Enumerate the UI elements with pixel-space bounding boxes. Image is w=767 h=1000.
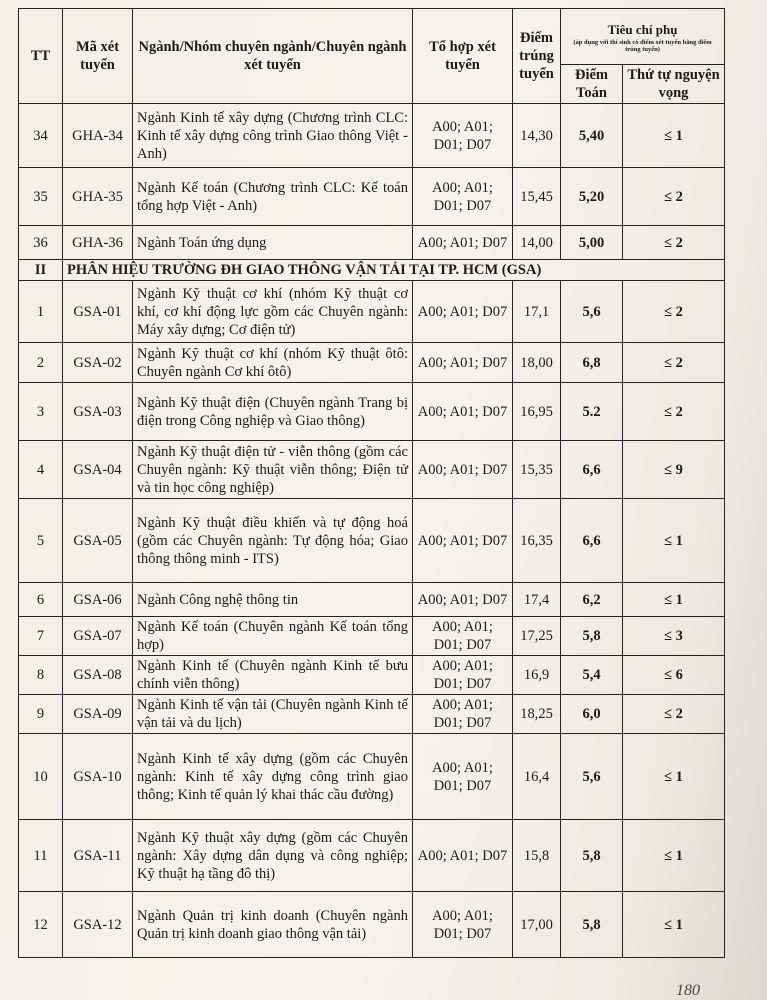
section-row	[19, 260, 725, 281]
cell-thu-tu-nguyen-vong: ≤ 2	[623, 281, 725, 343]
table-row	[19, 281, 725, 343]
cell-thu-tu-nguyen-vong: ≤ 2	[623, 383, 725, 441]
cell-to-hop: A00; A01; D07	[413, 441, 513, 499]
cell-nganh: Ngành Kỹ thuật điện (Chuyên ngành Trang bị điện trong Công nghiệp và Giao thông)	[133, 383, 413, 441]
cell-nganh: Ngành Kỹ thuật cơ khí (nhóm Kỹ thuật ôtô: Chuyên ngành Cơ khí ôtô)	[133, 343, 413, 383]
cell-thu-tu-nguyen-vong: ≤ 1	[623, 892, 725, 958]
table-row	[19, 734, 725, 820]
header-diem-toan: Điểm Toán	[561, 65, 623, 104]
cell-ma-xet-tuyen: GSA-12	[63, 892, 133, 958]
header-nganh: Ngành/Nhóm chuyên ngành/Chuyên ngành xét tuyển	[133, 9, 413, 104]
cell-to-hop: A00; A01; D07	[413, 820, 513, 892]
header-ma-xet-tuyen: Mã xét tuyển	[63, 9, 133, 104]
cell-to-hop: A00; A01; D01; D07	[413, 892, 513, 958]
cell-diem-toan: 5,8	[561, 617, 623, 656]
cell-to-hop: A00; A01; D07	[413, 383, 513, 441]
table-row	[19, 168, 725, 226]
cell-tt: 8	[19, 656, 63, 695]
cell-thu-tu-nguyen-vong: ≤ 9	[623, 441, 725, 499]
table-row	[19, 695, 725, 734]
cell-diem-toan: 5,4	[561, 656, 623, 695]
header-tieu-chi-label: Tiêu chí phụ	[607, 21, 678, 37]
table-body-gsa	[19, 281, 725, 958]
cell-diem-trung-tuyen: 15,35	[513, 441, 561, 499]
cell-to-hop: A00; A01; D07	[413, 343, 513, 383]
cell-nganh: Ngành Kế toán (Chuyên ngành Kế toán tổng hợp)	[133, 617, 413, 656]
table-row	[19, 383, 725, 441]
cell-ma-xet-tuyen: GSA-10	[63, 734, 133, 820]
cell-thu-tu-nguyen-vong: ≤ 2	[623, 343, 725, 383]
cell-to-hop: A00; A01; D07	[413, 226, 513, 260]
cell-diem-toan: 5,6	[561, 734, 623, 820]
cell-ma-xet-tuyen: GHA-34	[63, 104, 133, 168]
table-row	[19, 441, 725, 499]
cell-nganh: Ngành Kinh tế xây dựng (gồm các Chuyên ngành: Kinh tế xây dựng công trình giao thông; Kinh tế quản lý khai thác cầu đường)	[133, 734, 413, 820]
cell-diem-toan: 5.2	[561, 383, 623, 441]
cell-diem-toan: 6,0	[561, 695, 623, 734]
table-row	[19, 499, 725, 583]
cell-diem-trung-tuyen: 16,4	[513, 734, 561, 820]
cell-tt: 34	[19, 104, 63, 168]
cell-to-hop: A00; A01; D07	[413, 499, 513, 583]
cell-diem-trung-tuyen: 18,00	[513, 343, 561, 383]
table-row	[19, 617, 725, 656]
cell-tt: 12	[19, 892, 63, 958]
cell-to-hop: A00; A01; D01; D07	[413, 656, 513, 695]
cell-ma-xet-tuyen: GSA-05	[63, 499, 133, 583]
admission-score-table	[18, 8, 725, 958]
cell-diem-trung-tuyen: 17,1	[513, 281, 561, 343]
header-thu-tu-nguyen-vong: Thứ tự nguyện vọng	[623, 65, 725, 104]
header-tieu-chi-note: (áp dụng với thí sinh có điểm xét tuyển bằng điểm trúng tuyển)	[573, 38, 712, 53]
cell-tt: 6	[19, 583, 63, 617]
page-footer-mark: 180	[676, 982, 700, 999]
cell-thu-tu-nguyen-vong: ≤ 2	[623, 695, 725, 734]
section-title: PHÂN HIỆU TRƯỜNG ĐH GIAO THÔNG VẬN TẢI TẠI TP. HCM (GSA)	[63, 260, 725, 281]
cell-tt: 9	[19, 695, 63, 734]
cell-diem-toan: 5,20	[561, 168, 623, 226]
cell-diem-trung-tuyen: 14,30	[513, 104, 561, 168]
cell-diem-trung-tuyen: 14,00	[513, 226, 561, 260]
cell-ma-xet-tuyen: GSA-02	[63, 343, 133, 383]
cell-to-hop: A00; A01; D01; D07	[413, 168, 513, 226]
cell-nganh: Ngành Kỹ thuật cơ khí (nhóm Kỹ thuật cơ khí, cơ khí động lực gồm các Chuyên ngành: Máy xây dựng; Cơ điện tử)	[133, 281, 413, 343]
cell-to-hop: A00; A01; D01; D07	[413, 695, 513, 734]
cell-ma-xet-tuyen: GSA-06	[63, 583, 133, 617]
table-section-gsa	[19, 260, 725, 281]
table-row	[19, 656, 725, 695]
cell-diem-toan: 5,40	[561, 104, 623, 168]
cell-diem-trung-tuyen: 16,95	[513, 383, 561, 441]
cell-to-hop: A00; A01; D07	[413, 583, 513, 617]
cell-to-hop: A00; A01; D01; D07	[413, 734, 513, 820]
cell-diem-toan: 5,6	[561, 281, 623, 343]
cell-ma-xet-tuyen: GSA-04	[63, 441, 133, 499]
cell-ma-xet-tuyen: GSA-08	[63, 656, 133, 695]
cell-nganh: Ngành Toán ứng dụng	[133, 226, 413, 260]
cell-diem-toan: 6,8	[561, 343, 623, 383]
table-row	[19, 820, 725, 892]
cell-thu-tu-nguyen-vong: ≤ 3	[623, 617, 725, 656]
cell-nganh: Ngành Kinh tế (Chuyên ngành Kinh tế bưu chính viễn thông)	[133, 656, 413, 695]
cell-ma-xet-tuyen: GSA-07	[63, 617, 133, 656]
cell-diem-toan: 5,00	[561, 226, 623, 260]
cell-ma-xet-tuyen: GHA-36	[63, 226, 133, 260]
cell-tt: 5	[19, 499, 63, 583]
table-row	[19, 226, 725, 260]
table-body-gha	[19, 104, 725, 260]
cell-nganh: Ngành Kỹ thuật xây dựng (gồm các Chuyên ngành: Xây dựng dân dụng và công nghiệp; Kỹ thuật hạ tầng đô thị)	[133, 820, 413, 892]
cell-tt: 10	[19, 734, 63, 820]
cell-thu-tu-nguyen-vong: ≤ 1	[623, 583, 725, 617]
cell-diem-trung-tuyen: 18,25	[513, 695, 561, 734]
cell-tt: 4	[19, 441, 63, 499]
table-row	[19, 892, 725, 958]
cell-diem-trung-tuyen: 17,4	[513, 583, 561, 617]
header-diem-trung-tuyen: Điểm trúng tuyển	[513, 9, 561, 104]
table-row	[19, 104, 725, 168]
cell-diem-toan: 6,6	[561, 499, 623, 583]
cell-diem-trung-tuyen: 15,45	[513, 168, 561, 226]
header-tieu-chi-phu	[561, 9, 725, 65]
cell-diem-trung-tuyen: 15,8	[513, 820, 561, 892]
cell-diem-trung-tuyen: 17,25	[513, 617, 561, 656]
cell-thu-tu-nguyen-vong: ≤ 2	[623, 226, 725, 260]
cell-nganh: Ngành Kế toán (Chương trình CLC: Kế toán tổng hợp Việt - Anh)	[133, 168, 413, 226]
cell-diem-trung-tuyen: 16,9	[513, 656, 561, 695]
table-row	[19, 583, 725, 617]
cell-diem-toan: 6,6	[561, 441, 623, 499]
cell-ma-xet-tuyen: GHA-35	[63, 168, 133, 226]
cell-tt: 11	[19, 820, 63, 892]
header-tt: TT	[19, 9, 63, 104]
cell-to-hop: A00; A01; D01; D07	[413, 617, 513, 656]
cell-nganh: Ngành Kỹ thuật điều khiển và tự động hoá (gồm các Chuyên ngành: Tự động hóa; Giao thông thông minh - ITS)	[133, 499, 413, 583]
cell-thu-tu-nguyen-vong: ≤ 1	[623, 499, 725, 583]
header-to-hop: Tổ hợp xét tuyển	[413, 9, 513, 104]
cell-diem-trung-tuyen: 16,35	[513, 499, 561, 583]
cell-tt: 1	[19, 281, 63, 343]
cell-tt: 7	[19, 617, 63, 656]
cell-tt: 3	[19, 383, 63, 441]
cell-diem-trung-tuyen: 17,00	[513, 892, 561, 958]
cell-tt: 36	[19, 226, 63, 260]
cell-tt: 35	[19, 168, 63, 226]
cell-thu-tu-nguyen-vong: ≤ 1	[623, 734, 725, 820]
cell-diem-toan: 5,8	[561, 820, 623, 892]
cell-thu-tu-nguyen-vong: ≤ 2	[623, 168, 725, 226]
cell-ma-xet-tuyen: GSA-09	[63, 695, 133, 734]
cell-thu-tu-nguyen-vong: ≤ 6	[623, 656, 725, 695]
cell-ma-xet-tuyen: GSA-01	[63, 281, 133, 343]
cell-nganh: Ngành Công nghệ thông tin	[133, 583, 413, 617]
cell-tt: 2	[19, 343, 63, 383]
cell-nganh: Ngành Kinh tế vận tải (Chuyên ngành Kinh tế vận tải và du lịch)	[133, 695, 413, 734]
table-row	[19, 343, 725, 383]
cell-to-hop: A00; A01; D07	[413, 281, 513, 343]
cell-nganh: Ngành Kinh tế xây dựng (Chương trình CLC: Kinh tế xây dựng công trình Giao thông Việt - Anh)	[133, 104, 413, 168]
section-number: II	[19, 260, 63, 281]
cell-ma-xet-tuyen: GSA-03	[63, 383, 133, 441]
cell-nganh: Ngành Quản trị kinh doanh (Chuyên ngành Quản trị kinh doanh giao thông vận tải)	[133, 892, 413, 958]
cell-thu-tu-nguyen-vong: ≤ 1	[623, 104, 725, 168]
cell-diem-toan: 6,2	[561, 583, 623, 617]
cell-to-hop: A00; A01; D01; D07	[413, 104, 513, 168]
cell-ma-xet-tuyen: GSA-11	[63, 820, 133, 892]
cell-nganh: Ngành Kỹ thuật điện tử - viễn thông (gồm các Chuyên ngành: Kỹ thuật viễn thông; Điện tử và tin học công nghiệp)	[133, 441, 413, 499]
cell-thu-tu-nguyen-vong: ≤ 1	[623, 820, 725, 892]
cell-diem-toan: 5,8	[561, 892, 623, 958]
